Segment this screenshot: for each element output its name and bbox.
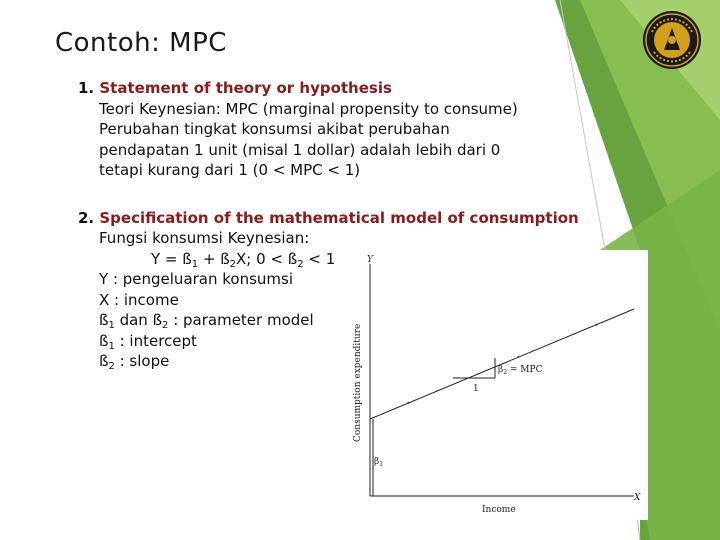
section-1-line-1: Teori Keynesian: MPC (marginal propensity to consume) (99, 99, 518, 118)
run-label: 1 (473, 384, 479, 394)
line-tick-2 (518, 357, 519, 358)
section-1-heading (78, 78, 598, 99)
consumption-equation: $Y = ß_1$ + $ß_2X$; $0 < ß_2 < 1$ (151, 249, 336, 270)
consumption-line (370, 309, 634, 419)
chart-svg (340, 250, 648, 520)
section-2-intro: Fungsi konsumsi Keynesian: (99, 229, 310, 247)
def-x: X : income (99, 290, 179, 309)
intercept-label: $\beta_1$ (374, 457, 384, 468)
line-tick-1 (408, 403, 409, 404)
section-2-heading (78, 208, 598, 229)
section-1-number: 1. (78, 79, 95, 97)
consumption-function-chart (340, 250, 648, 520)
slide-title: Contoh: MPC (55, 28, 227, 58)
y-axis-label: Consumption expenditure (353, 323, 363, 442)
section-2-title: Specification of the mathematical model of consumption (99, 208, 579, 227)
section-1-title: Statement of theory or hypothesis (99, 79, 392, 97)
x-axis-letter: X (634, 493, 641, 503)
def-slope: $ß_2$ : slope (99, 352, 170, 372)
slope-label: $\beta_2$ = MPC (498, 365, 543, 376)
section-1-line-2: Perubahan tingkat konsumsi akibat perubahan (99, 120, 450, 138)
line-tick-3 (596, 325, 597, 326)
def-y: Y : pengeluaran konsumsi (99, 270, 294, 288)
section-1-line-4: tetapi kurang dari 1 (0 < MPC < 1) (99, 161, 361, 179)
def-parameters: $ß_1$ dan $ß_2$ : parameter model (99, 311, 314, 331)
def-intercept: $ß_1$ : intercept (99, 331, 197, 352)
section-1-line-3: pendapatan 1 unit (misal 1 dollar) adalah lebih dari 0 (99, 140, 501, 159)
section-2-number: 2. (78, 208, 95, 227)
x-axis-label: Income (482, 505, 516, 515)
university-seal-icon (642, 10, 702, 70)
y-axis-letter: Y (367, 255, 373, 265)
